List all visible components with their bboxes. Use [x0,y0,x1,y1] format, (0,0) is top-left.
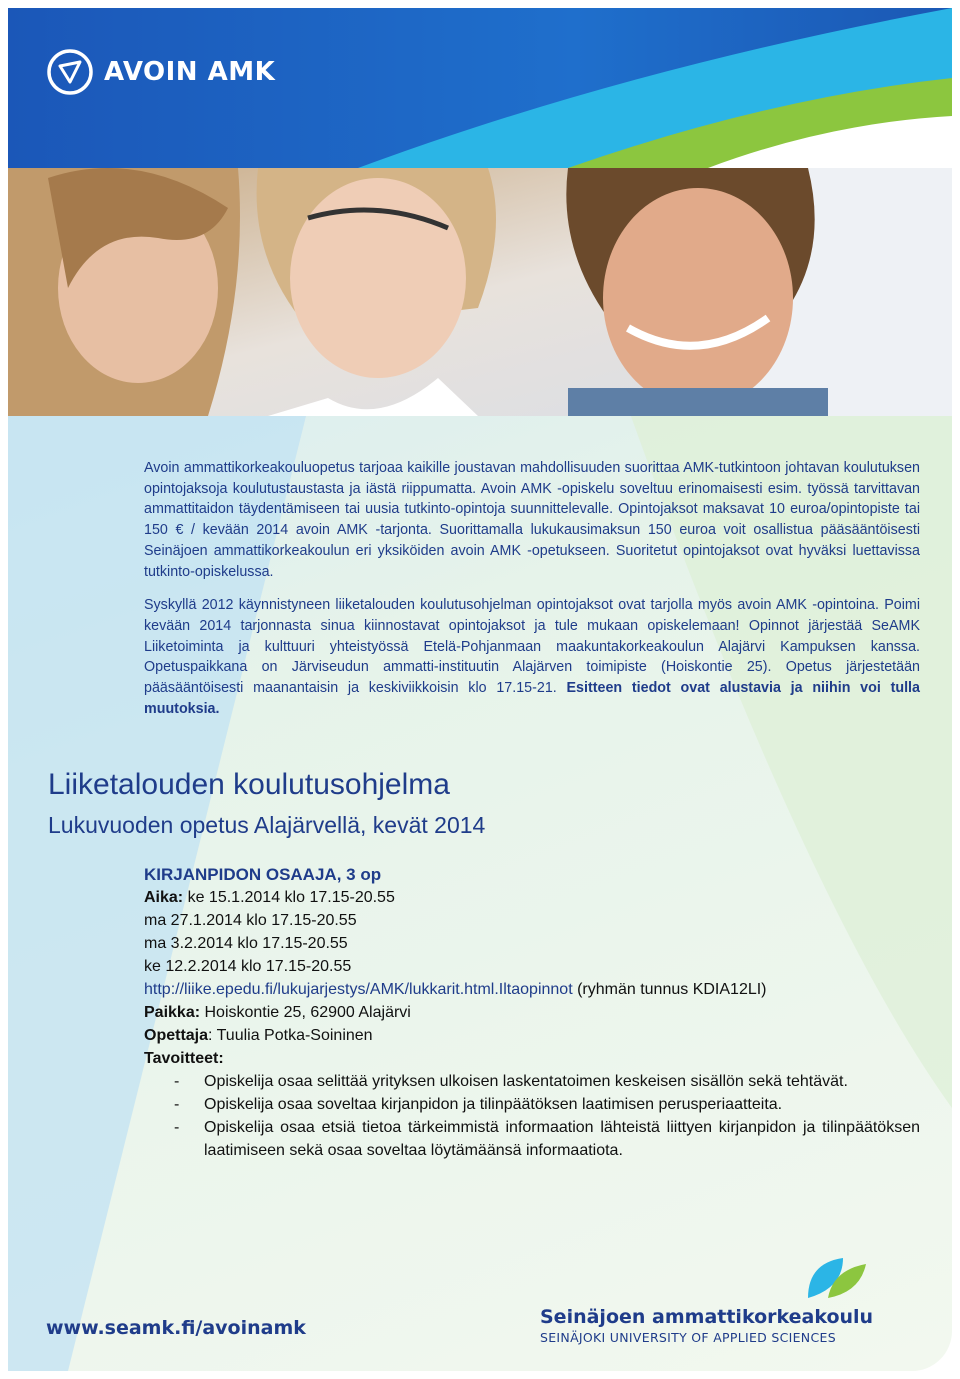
seamk-leaf-icon [798,1258,952,1298]
intro-paragraph-2 [144,595,920,719]
schedule-link-row [144,978,920,1001]
list-item [144,1093,920,1116]
course-title: KIRJANPIDON OSAAJA, 3 op [144,865,382,884]
university-name: Seinäjoen ammattikorkeakoulu [540,1306,874,1328]
website-link[interactable]: www.seamk.fi/avoinamk [46,1317,306,1339]
course-time: ma 3.2.2014 klo 17.15-20.55 [144,935,348,952]
intro-paragraph-2-text: Syskyllä 2012 käynnistyneen liiketalouden koulutusohjelman opintojaksot ovat tarjolla myös avoin AMK -opintoina. Poimi kevään 2014 tarjonnasta sinua kiinnostavat opintojaksot ja tule mukaan opiskelemaan! Opinnot järjestää SeAMK Liiketoiminta ja kulttuuri yhteistyössä Etelä-Pohjanmaan maakuntakorkeakoulun Alajärvi Kampuksen kanssa. Opetuspaikkana on Järviseudun ammatti-instituutin Alajärven toimipiste (Hoiskontie 25). Opetus järjestetään pääsääntöisesti maanantaisin ja keskiviikkoisin klo 17.15-21. [144,597,920,697]
avoin-amk-logo-icon [46,48,94,96]
teacher-value: : Tuulia Potka-Soininen [208,1027,373,1044]
avoin-amk-logo [46,48,275,96]
time-label: Aika: [144,889,184,906]
list-item [144,1070,920,1093]
course-time-first [144,886,920,909]
course-time: ma 27.1.2014 klo 17.15-20.55 [144,912,357,929]
goal-text: Opiskelija osaa selittää yrityksen ulkoisen laskentatoimen keskeisen sisällön sekä tehtävät. [204,1073,848,1090]
goal-text: Opiskelija osaa etsiä tietoa tärkeimmistä informaation lähteistä liittyen kirjanpidon ja tilinpäätöksen laatimiseen sekä osaa soveltaa löytämäänsä informaatiota. [204,1119,920,1159]
goals-label: Tavoitteet: [144,1050,224,1067]
list-item [144,1116,920,1162]
goal-text: Opiskelija osaa soveltaa kirjanpidon ja tilinpäätöksen laatimisen perusperiaatteita. [204,1096,783,1113]
intro-text [144,458,920,732]
intro-disclaimer: Esitteen tiedot ovat alustavia ja niihin voi tulla muutoksia. [144,680,920,717]
goals-list [144,1070,920,1162]
logo-text: AVOIN AMK [104,57,276,87]
course-block [144,863,920,1162]
header-banner [8,8,952,168]
place-value: Hoiskontie 25, 62900 Alajärvi [200,1004,411,1021]
bullet-dash: - [174,1096,180,1113]
teacher-label: Opettaja [144,1027,209,1044]
course-time: ke 12.2.2014 klo 17.15-20.55 [144,958,352,975]
course-place [144,1001,920,1024]
bullet-dash: - [174,1073,180,1090]
students-photo-illustration [8,168,952,416]
program-title: Liiketalouden koulutusohjelma [48,768,450,801]
place-label: Paikka: [144,1004,201,1021]
schedule-link[interactable]: http://liike.epedu.fi/lukujarjestys/AMK/lukkarit.html.Iltaopinnot [144,981,573,998]
program-subtitle: Lukuvuoden opetus Alajärvellä, kevät 2014 [48,812,486,838]
brochure-page [8,8,952,1371]
students-photo [8,168,952,416]
course-teacher [144,1024,920,1047]
bullet-dash: - [174,1119,180,1136]
intro-paragraph-1: Avoin ammattikorkeakouluopetus tarjoaa kaikille joustavan mahdollisuuden suorittaa AMK-tutkintoon johtavan koulutuksen opintojaksoja koulutustaustasta ja iästä riippumatta. Avoin AMK -opiskelu soveltuu erinomaisesti esim. työssä tarvittavan ammattitaidon täydentämiseen tai uusia tutkinto-opintoja suunnittelevalle. Opintojaksot maksavat 10 euroa/opintopiste tai 150 € / kevään 2014 avoin AMK -tarjonta. Suorittamalla lukukausimaksun 150 euroa voit osallistua pääsääntöisesti Seinäjoen ammattikorkeakoulun eri yksiköiden avoin AMK -opetukseen. Suoritetut opintojaksot ovat hyväksi luettavissa tutkinto-opiskelussa. [144,460,920,580]
time-value: ke 15.1.2014 klo 17.15-20.55 [187,889,395,906]
university-name-english: SEINÄJOKI UNIVERSITY OF APPLIED SCIENCES [540,1330,836,1345]
group-code: (ryhmän tunnus KDIA12LI) [572,981,767,998]
